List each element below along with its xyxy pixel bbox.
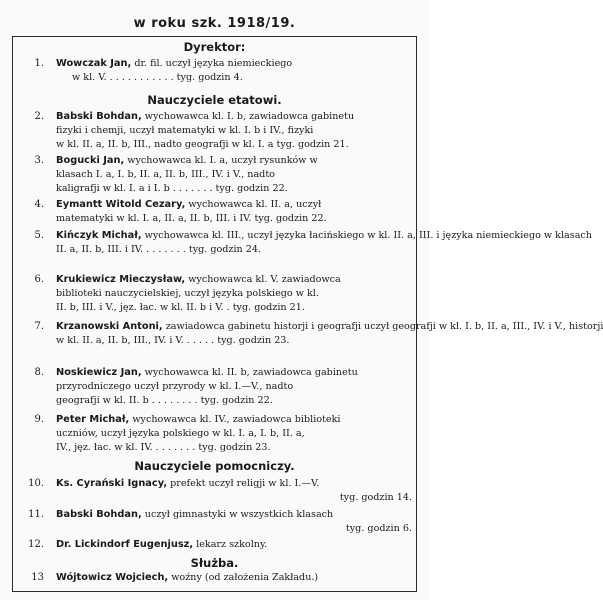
entry-number: 2. [34, 111, 44, 122]
entry-number: 3. [34, 155, 44, 166]
entry-name: Krzanowski Antoni, [56, 321, 163, 332]
entry-name: Eymantt Witold Cezary, [56, 199, 186, 210]
entry-name: Noskiewicz Jan, [56, 367, 142, 378]
entry-text: przyrodniczego uczył przyrody w kl. I.—V., nadto [56, 381, 294, 392]
entry-text: wychowawca kl. II. a, uczył [188, 199, 322, 210]
entry-text: prefekt uczył religji w kl. I.—V. [170, 478, 320, 489]
section-auxiliary: Nauczyciele pomocniczy. [134, 459, 295, 473]
section-director: Dyrektor: [183, 40, 246, 54]
entry-name: Peter Michał, [56, 414, 130, 425]
entry-text: geografji w kl. II. b . . . . . . . . tyg. godzin 22. [56, 395, 273, 406]
entry-number: 13 [31, 572, 44, 583]
entry-text: biblioteki nauczycielskiej, uczył języka polskiego w kl. [56, 288, 319, 299]
entry-name: Wójtowicz Wojciech, [56, 572, 169, 583]
entry-text: w kl. II. a, II. b, III., nadto geografji w kl. I. a tyg. godzin 21. [56, 139, 349, 150]
entry-name: Wowczak Jan, [56, 58, 132, 69]
entry-text: wychowawca kl. IV., zawiadowca biblioteki [132, 414, 341, 425]
entry-name: Krukiewicz Mieczysław, [56, 274, 186, 285]
entry-text: tyg. godzin 14. [339, 492, 412, 503]
entry-name: Dr. Lickindorf Eugenjusz, [56, 539, 194, 550]
entry-number: 7. [34, 321, 44, 332]
entry-number: 6. [34, 274, 44, 285]
entry-text: w kl. V. . . . . . . . . . . . tyg. godzin 4. [72, 72, 243, 83]
entry-number: 10. [28, 478, 44, 489]
entry-number: 11. [28, 509, 44, 520]
entry-text: wychowawca kl. III., uczył języka łacińskiego w kl. II. a, III. i języka niemieckiego w klasach [144, 230, 592, 241]
entry-text: IV., jęz. łac. w kl. IV. . . . . . . . tyg. godzin 23. [56, 442, 271, 453]
entry-number: 8. [34, 367, 44, 378]
entry-name: Kińczyk Michał, [56, 230, 142, 241]
entry-text: II. a, II. b, III. i IV. . . . . . . . tyg. godzin 24. [56, 244, 262, 255]
entry-name: Babski Bohdan, [56, 509, 142, 520]
entry-number: 4. [34, 199, 44, 210]
page-title: w roku szk. 1918/19. [133, 16, 296, 31]
entry-name: Ks. Cyrański Ignacy, [56, 478, 168, 489]
entry-text: uczył gimnastyki w wszystkich klasach [144, 509, 334, 520]
entry-name: Babski Bohdan, [56, 111, 142, 122]
entry-text: wychowawca kl. V. zawiadowca [188, 274, 341, 285]
entry-text: klasach I. a, I. b, II. a, II. b, III., IV. i V., nadto [56, 169, 275, 180]
entry-text: wychowawca kl. I. b, zawiadowca gabinetu [144, 111, 355, 122]
entry-text: tyg. godzin 6. [345, 523, 412, 534]
entry-text: zawiadowca gabinetu historji i geografji uczył geografji w kl. I. b, II. a, III., IV. i V., historji [165, 321, 603, 332]
entry-text: wychowawca kl. II. b, zawiadowca gabinetu [144, 367, 358, 378]
entry-text: w kl. II. a, II. b, III., IV. i V. . . . . . tyg. godzin 23. [56, 335, 290, 346]
entry-text: kaligrafji w kl. I. a i I. b . . . . . . . tyg. godzin 22. [56, 183, 288, 194]
entry-text: dr. fil. uczył języka niemieckiego [134, 58, 293, 69]
section-service: Służba. [190, 556, 239, 570]
entry-number: 1. [34, 58, 44, 69]
entry-name: Bogucki Jan, [56, 155, 125, 166]
entry-text: woźny (od założenia Zakładu.) [171, 572, 319, 583]
entry-text: lekarz szkolny. [196, 539, 268, 550]
entry-text: matematyki w kl. I. a, II. a, II. b, III. i IV. tyg. godzin 22. [56, 213, 327, 224]
entry-number: 5. [34, 230, 44, 241]
entry-number: 12. [28, 539, 44, 550]
entry-number: 9. [34, 414, 44, 425]
entry-text: uczniów, uczył języka polskiego w kl. I. a, I. b, II. a, [56, 428, 305, 439]
entry-text: II. b, III. i V., jęz. łac. w kl. II. b i V. . tyg. godzin 21. [56, 302, 305, 313]
entry-text: fizyki i chemji, uczył matematyki w kl. I. b i IV., fizyki [56, 125, 314, 136]
entry-text: wychowawca kl. I. a, uczył rysunków w [127, 155, 318, 166]
section-staff: Nauczyciele etatowi. [147, 93, 282, 107]
